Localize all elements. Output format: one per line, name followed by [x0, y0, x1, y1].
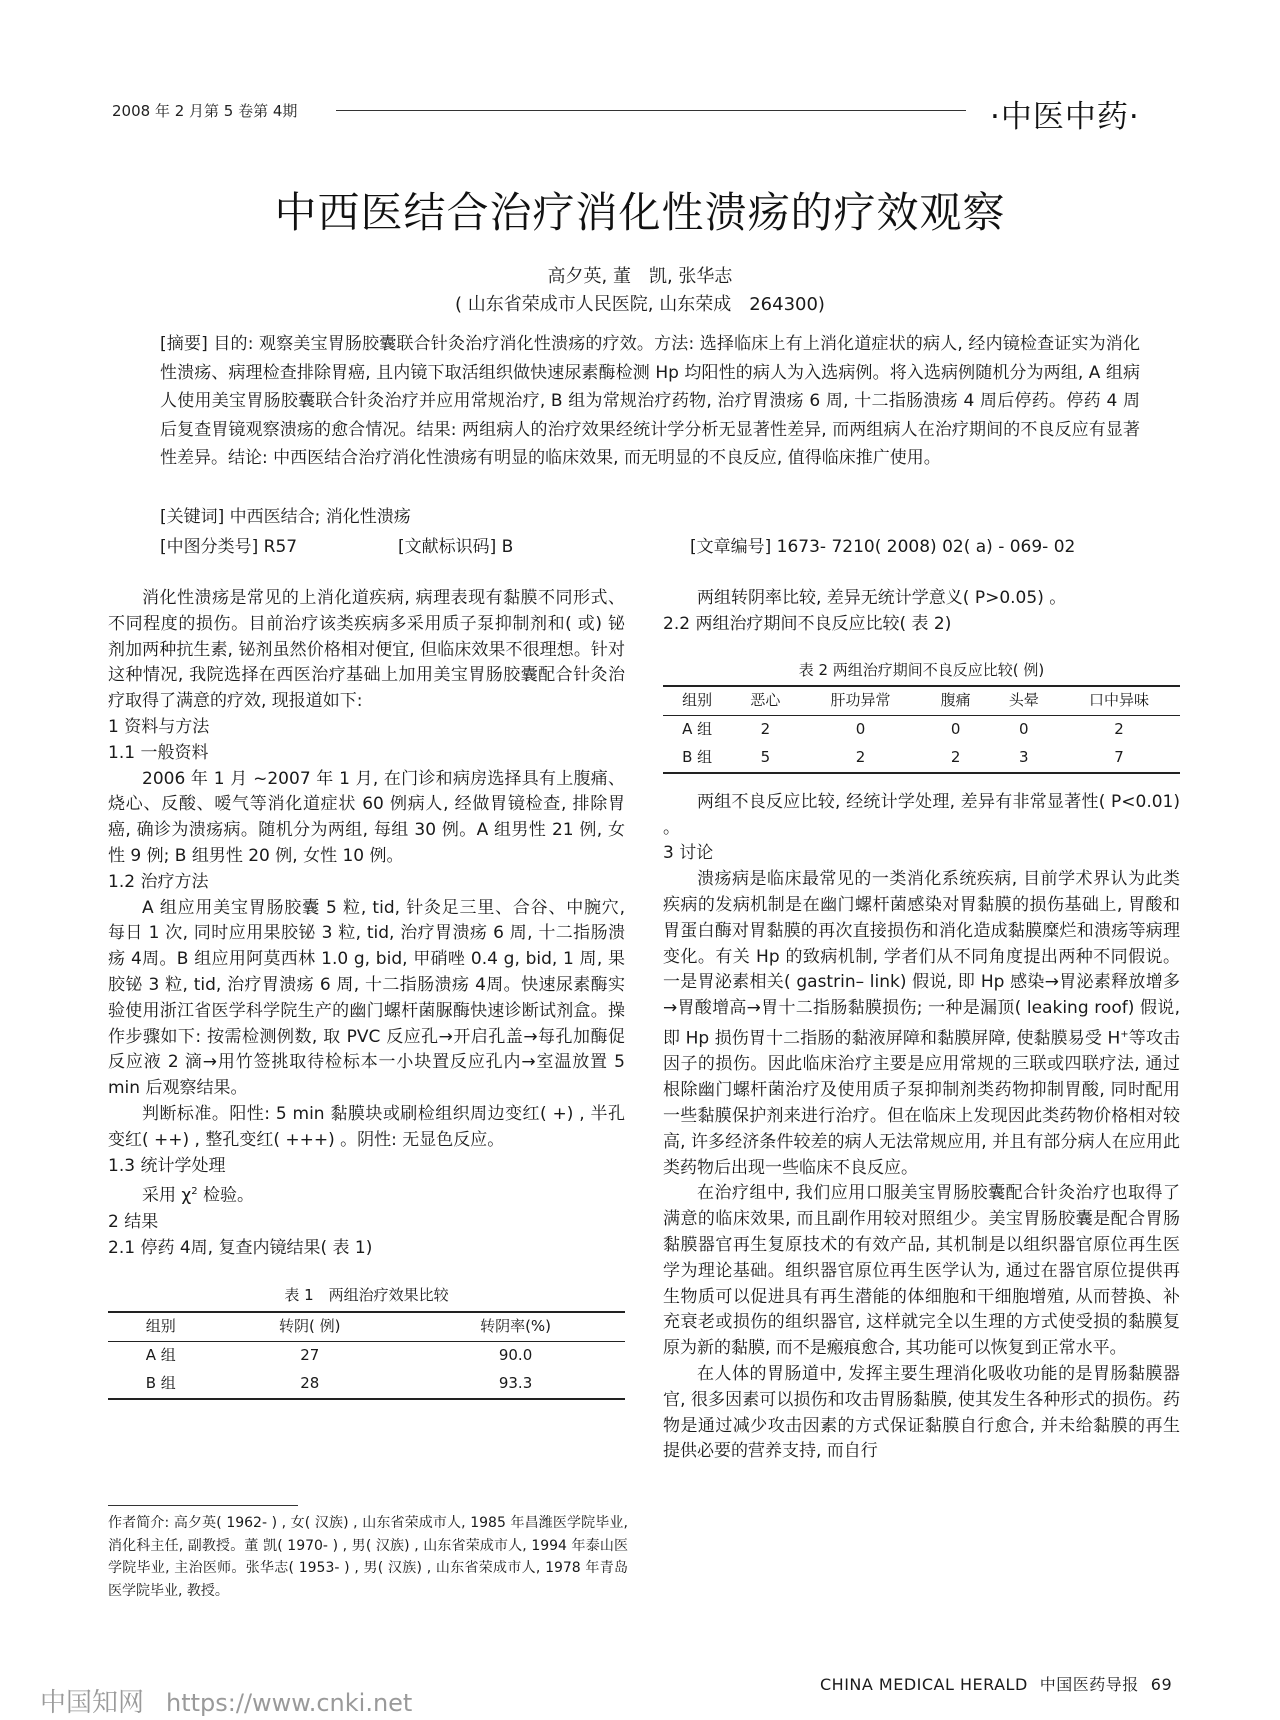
table-cell: 2	[922, 744, 990, 773]
table-cell: 2	[799, 744, 921, 773]
stat-text-post: 检验。	[197, 1185, 255, 1206]
subsection-heading: 1.2 治疗方法	[108, 871, 209, 892]
stat-text-pre: 采用 χ	[142, 1185, 192, 1206]
table-header-cell: 组别	[108, 1312, 214, 1341]
intro-paragraph: 消化性溃疡是常见的上消化道疾病, 病理表现有黏膜不同形式、不同程度的损伤。目前治疗该类疾病多采用质子泵抑制剂和( 或) 铋剂加两种抗生素, 铋剂虽然价格相对便宜, 但临床效果不很理想。针对这种情况, 我院选择在西医治疗基础上加用美宝胃肠胶囊配合针灸治疗取得了满意的疗效, 现报道如下:	[108, 588, 625, 712]
table-cell: 93.3	[406, 1370, 625, 1399]
table-2	[663, 658, 1180, 774]
document-code: [文献标识码] B	[398, 537, 514, 557]
table-cell: 0	[855, 720, 866, 739]
table-header-cell: 转阴率(%)	[406, 1312, 625, 1341]
table-cell: A 组	[682, 720, 713, 739]
table-header-cell: 口中异味	[1058, 686, 1180, 715]
table-1-grid	[108, 1311, 625, 1399]
table-header-cell: 组别	[663, 686, 731, 715]
journal-name-en: CHINA MEDICAL HERALD	[820, 1675, 1028, 1694]
table-header-cell: 恶心	[731, 686, 799, 715]
table-cell: 2	[1114, 720, 1124, 739]
criteria-paragraph: 判断标准。阳性: 5 min 黏膜块或刷检组织周边变红( +) , 半孔变红( ++) , 整孔变红( +++) 。阴性: 无显色反应。	[108, 1103, 625, 1150]
result-paragraph: 两组转阴率比较, 差异无统计学意义( P>0.05) 。	[697, 588, 1067, 608]
abstract-text: [摘要] 目的: 观察美宝胃肠胶囊联合针灸治疗消化性溃疡的疗效。方法: 选择临床上有上消化道症状的病人, 经内镜检查证实为消化性溃疡、病理检查排除胃癌, 且内镜下取活组织做快速尿素酶检测 Hp 均阳性的病人为入选病例。将入选病例随机分为两组, A 组病人使用美宝胃肠胶囊联合针灸治疗并应用常规治疗, B 组为常规治疗药物, 治疗胃溃疡 6 周, 十二指肠溃疡 4 周后停药。停药 4 周后复查胃镜观察溃疡的愈合情况。结果: 两组病人的治疗效果经统计学分析无显著性差异, 而两组病人在治疗期间的不良反应有显著性差异。结论: 中西医结合治疗消化性溃疡有明显的临床效果, 而无明显的不良反应, 值得临床推广使用。	[160, 334, 1140, 469]
table-row	[108, 1341, 625, 1369]
table-row	[663, 744, 1180, 773]
table-row	[108, 1370, 625, 1399]
table-header-cell: 转阴( 例)	[214, 1312, 407, 1341]
table-row	[663, 716, 1180, 744]
table-cell: 2	[760, 720, 771, 739]
discussion-superscript: +	[1120, 1028, 1129, 1040]
keywords: [关键词] 中西医结合; 消化性溃疡	[160, 507, 411, 527]
table-1	[108, 1283, 625, 1399]
table-header-cell: 头晕	[990, 686, 1058, 715]
table-cell: 3	[990, 744, 1058, 773]
watermark-site: 中国知网	[40, 1688, 145, 1718]
subsection-heading: 2.1 停药 4周, 复查内镜结果( 表 1)	[108, 1237, 373, 1258]
author-footnote: 作者简介: 高夕英( 1962- ) , 女( 汉族) , 山东省荣成市人, 1985 年昌潍医学院毕业, 消化科主任, 副教授。董 凯( 1970- ) , 男( 汉族) , 山东省荣成市人, 1994 年泰山医学院毕业, 主治医师。张华志( 1953- ) , 男( 汉族) , 山东省荣成市人, 1978 年青岛医学院毕业, 教授。	[108, 1515, 628, 1599]
table-cell: 7	[1058, 744, 1180, 773]
subsection-heading: 1.1 一般资料	[108, 742, 209, 763]
statistics-paragraph	[108, 1179, 625, 1209]
section-label: ·中医中药·	[990, 99, 1140, 135]
subsection-heading: 1.3 统计学处理	[108, 1155, 226, 1176]
journal-name-cn: 中国医药导报	[1039, 1675, 1139, 1694]
table-cell: 5	[731, 744, 799, 773]
table-caption: 表 1 两组治疗效果比较	[284, 1286, 449, 1305]
discussion-text-post: 等攻击因子的损伤。因此临床治疗主要是应用常规的三联或四联疗法, 通过根除幽门螺杆菌治疗及使用质子泵抑制剂类药物抑制胃酸, 同时配用一些黏膜保护剂来进行治疗。但在临床上发现因此类药物价格相对较高, 许多经济条件较差的病人无法常规应用, 并且有部分病人在应用此类药物后出现一些临床不良反应。	[663, 1028, 1180, 1178]
discussion-paragraph: 在治疗组中, 我们应用口服美宝胃肠胶囊配合针灸治疗也取得了满意的临床效果, 而且副作用较对照组少。美宝胃肠胶囊是配合胃肠黏膜器官再生复原技术的有效产品, 其机制是以组织器官原位再生医学为理论基础。组织器官原位再生医学认为, 通过在器官原位提供再生物质可以促进具有再生潜能的体细胞和干细胞增殖, 从而替换、补充衰老或损伤的组织器官, 这样就完全以生理的方式使受损的黏膜复原为新的黏膜, 而不是瘢痕愈合, 其功能可以恢复到正常水平。	[663, 1183, 1180, 1359]
affiliation: ( 山东省荣成市人民医院, 山东荣成 264300)	[455, 294, 825, 315]
stat-superscript: 2	[191, 1186, 198, 1198]
discussion-text-pre: 溃疡病是临床最常见的一类消化系统疾病, 目前学术界认为此类疾病的发病机制是在幽门螺杆菌感染对胃黏膜的损伤基础上, 胃酸和胃蛋白酶对胃黏膜的再次直接损伤和消化造成黏膜糜烂和溃疡等病理变化。有关 Hp 的致病机制, 学者们从不同角度提出两种不同假说。一是胃泌素相关( gastrin– link) 假说, 即 Hp 感染→胃泌素释放增多→胃酸增高→胃十二指肠黏膜损伤; 一种是漏顶( leaking roof) 假说, 即 Hp 损伤胃十二指肠的黏液屏障和黏膜屏障, 使黏膜易受 H	[663, 869, 1180, 1049]
table-caption: 表 2 两组治疗期间不良反应比较( 例)	[798, 660, 1045, 679]
article-number: [文章编号] 1673- 7210( 2008) 02( a) - 069- 02	[690, 537, 1076, 557]
clc-number: [中图分类号] R57	[160, 537, 298, 557]
authors: 高夕英, 董 凯, 张华志	[547, 266, 733, 287]
table-2-grid	[663, 685, 1180, 773]
journal-footer	[820, 1672, 1172, 1695]
table-header-cell: 腹痛	[922, 686, 990, 715]
right-column	[663, 586, 1180, 1465]
header-rule	[336, 110, 966, 111]
section-heading: 2 结果	[108, 1211, 159, 1232]
adverse-result-paragraph: 两组不良反应比较, 经统计学处理, 差异有非常显著性( P<0.01) 。	[663, 791, 1180, 838]
table-cell: 27	[300, 1345, 320, 1364]
article-title: 中西医结合治疗消化性溃疡的疗效观察	[274, 188, 1006, 237]
general-data-paragraph: 2006 年 1 月 ~2007 年 1 月, 在门诊和病房选择具有上腹痛、烧心、反酸、嗳气等消化道症状 60 例病人, 经做胃镜检查, 排除胃癌, 确诊为溃疡病。随机分为两组, 每组 30 例。A 组男性 21 例, 女性 9 例; B 组男性 20 例, 女性 10 例。	[108, 768, 625, 866]
table-cell: 0	[950, 720, 961, 739]
discussion-paragraph: 在人体的胃肠道中, 发挥主要生理消化吸收功能的是胃肠黏膜器官, 很多因素可以损伤和攻击胃肠黏膜, 使其发生各种形式的损伤。药物是通过减少攻击因素的方式保证黏膜自行愈合, 并未给黏膜的再生提供必要的营养支持, 而自行	[663, 1363, 1180, 1462]
table-cell: 90.0	[498, 1345, 533, 1364]
page-number: 69	[1150, 1675, 1173, 1694]
left-column	[108, 586, 625, 1400]
subsection-heading: 2.2 两组治疗期间不良反应比较( 表 2)	[663, 613, 952, 634]
section-heading: 1 资料与方法	[108, 716, 210, 737]
table-cell: B 组	[108, 1370, 214, 1399]
issue-info: 2008 年 2 月第 5 卷第 4期	[112, 102, 298, 120]
discussion-paragraph	[663, 867, 1180, 1181]
cnki-watermark	[40, 1682, 412, 1719]
table-cell: 0	[1019, 720, 1029, 739]
table-cell: 28	[214, 1370, 407, 1399]
section-heading: 3 讨论	[663, 843, 714, 864]
treatment-paragraph: A 组应用美宝胃肠胶囊 5 粒, tid, 针灸足三里、合谷、中腕穴, 每日 1 次, 同时应用果胶铋 3 粒, tid, 治疗胃溃疡 6 周, 十二指肠溃疡 4周。B 组应用阿莫西林 1.0 g, bid, 甲硝唑 0.4 g, bid, 1 周, 果胶铋 3 粒, tid, 治疗胃溃疡 6 周, 十二指肠溃疡 4周。快速尿素酶实验使用浙江省医学科学院生产的幽门螺杆菌脲酶快速诊断试剂盒。操作步骤如下: 按需检测例数, 取 PVC 反应孔→开启孔盖→每孔加酶促反应液 2 滴→用竹签挑取待检标本一小块置反应孔内→室温放置 5 min 后观察结果。	[108, 897, 625, 1099]
abstract	[160, 330, 1140, 473]
table-header-cell: 肝功异常	[799, 686, 921, 715]
table-cell: A 组	[145, 1345, 176, 1364]
watermark-url: https://www.cnki.net	[166, 1689, 413, 1717]
footnote-rule	[108, 1505, 298, 1506]
table-cell: B 组	[663, 744, 731, 773]
